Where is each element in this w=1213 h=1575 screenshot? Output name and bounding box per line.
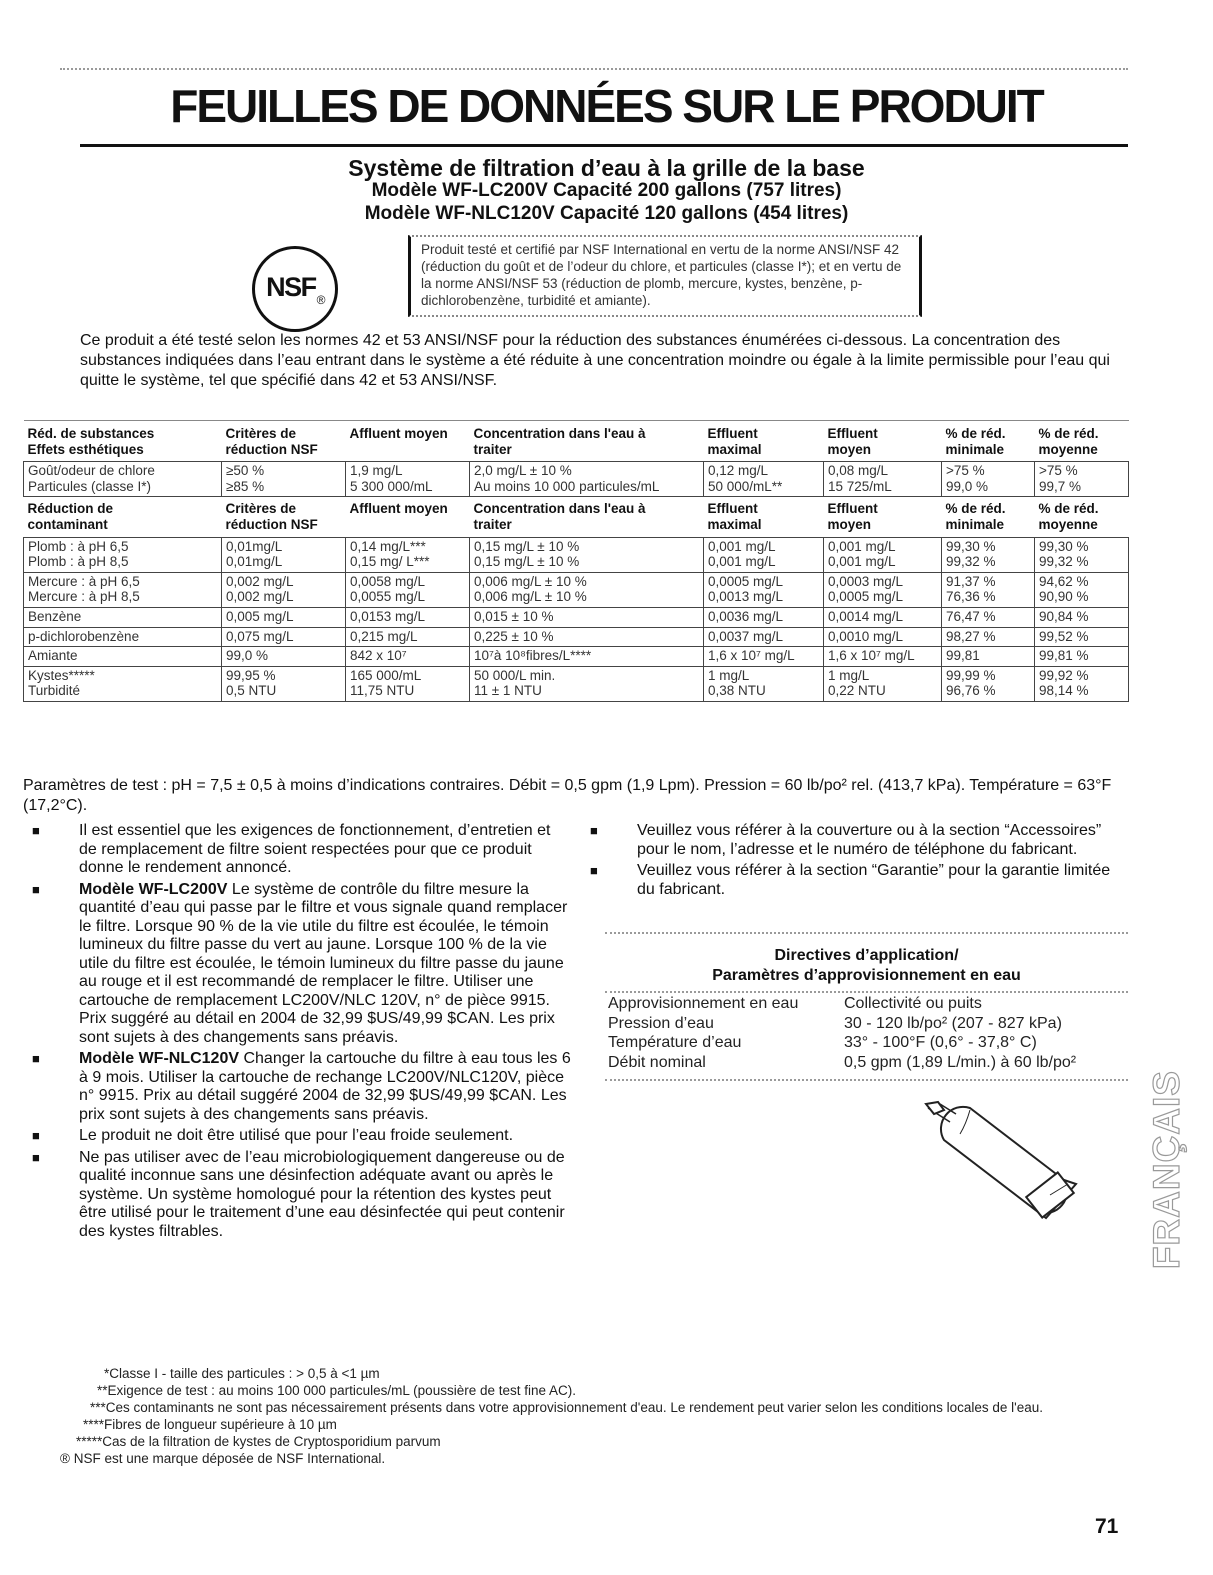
table-cell: p-dichlorobenzène (24, 627, 222, 647)
directives-row (605, 1014, 1128, 1034)
table-cell: 0,14 mg/L*** 0,15 mg/ L*** (346, 537, 470, 572)
table-cell: Affluent moyen (346, 421, 470, 462)
table-cell: 0,0036 mg/L (704, 607, 824, 627)
table-cell: 0,002 mg/L 0,002 mg/L (222, 572, 346, 607)
table-cell: >75 % 99,7 % (1035, 462, 1129, 497)
table-cell: ≥50 % ≥85 % (222, 462, 346, 497)
test-parameters: Paramètres de test : pH = 7,5 ± 0,5 à moins d’indications contraires. Débit = 0,5 gpm (1,9 Lpm). Pression = 60 lb/po² rel. (413,7 kPa). Température = 63°F (17,2°C). (23, 777, 1112, 814)
nsf-certification-box: Produit testé et certifié par NSF International en vertu de la norme ANSI/NSF 42 (réduction du goût et de l’odeur du chlore, et particules (classe I*); et en vertu de la norme ANSI/NSF 53 (réduction de plomb, mercure, kystes, benzène, p-dichlorobenzène, turbidité et amiante). (408, 235, 922, 317)
table-cell: Mercure : à pH 6,5 Mercure : à pH 8,5 (24, 572, 222, 607)
footnote: ® NSF est une marque déposée de NSF International. (60, 1451, 386, 1466)
table-cell: 10⁷à 10⁸fibres/L**** (470, 647, 704, 667)
table-cell: Réduction de contaminant (27, 501, 114, 532)
footnote: **Exigence de test : au moins 100 000 particules/mL (poussière de test fine AC). (97, 1383, 577, 1398)
title-rule (80, 144, 1128, 147)
table-cell: 90,84 % (1035, 607, 1129, 627)
table-cell: Effluent moyen (824, 421, 942, 462)
table-cell: 0,0037 mg/L (704, 627, 824, 647)
footnotes (48, 1365, 1128, 1467)
page-title: FEUILLES DE DONNÉES SUR LE PRODUIT (170, 80, 1043, 132)
bullet-item: ■ Veuillez vous référer à la couverture ou à la section “Accessoires” pour le nom, l’adresse et le numéro de téléphone du fabricant. (581, 822, 1128, 859)
table-cell: 0,0003 mg/L 0,0005 mg/L (824, 572, 942, 607)
table-header-row (24, 421, 1129, 462)
directives-row (605, 1033, 1128, 1053)
table-cell: Plomb : à pH 6,5 Plomb : à pH 8,5 (24, 537, 222, 572)
table-cell: 76,47 % (942, 607, 1035, 627)
directives-cell: Approvisionnement en eau (608, 995, 799, 1012)
table-cell: 99,81 (942, 647, 1035, 667)
table-cell: 0,0005 mg/L 0,0013 mg/L (704, 572, 824, 607)
table-cell: 0,006 mg/L ± 10 % 0,006 mg/L ± 10 % (470, 572, 704, 607)
table-cell: 98,27 % (942, 627, 1035, 647)
intro-paragraph: Ce produit a été testé selon les normes 42 et 53 ANSI/NSF pour la réduction des substances énumérées ci-dessous. La concentration des substances indiquées dans l’eau entrant dans le système a été réduite à une concentration moindre ou égale à la limite permissible pour l’eau qui quitte le système, tel que spécifié dans 42 et 53 ANSI/NSF. (80, 332, 1110, 389)
table-cell: 0,12 mg/L 50 000/mL** (704, 462, 824, 497)
directives-cell: Pression d’eau (608, 1014, 714, 1032)
table-cell: Effluent maximal (704, 421, 824, 462)
table-cell: Effluent moyen (827, 501, 878, 532)
table-cell: 1,6 x 10⁷ mg/L (704, 647, 824, 667)
right-bullet-list (581, 822, 1128, 902)
table-cell: 0,001 mg/L 0,001 mg/L (704, 537, 824, 572)
table-row (24, 607, 1129, 627)
footnote: ***Ces contaminants ne sont pas nécessairement présents dans votre approvisionnement d'eau. Le rendement peut varier selon les conditions locales de l'eau. (90, 1400, 1043, 1415)
table-cell: Affluent moyen (349, 501, 448, 517)
table-row (24, 572, 1129, 607)
table-cell: 0,0010 mg/L (824, 627, 942, 647)
table-cell: 0,075 mg/L (222, 627, 346, 647)
table-cell: 99,81 % (1035, 647, 1129, 667)
table-cell: 99,0 % (222, 647, 346, 667)
section-subtitle: Système de filtration d’eau à la grille de la base (348, 155, 865, 181)
nsf-logo-text: NSF® (266, 271, 324, 307)
table-cell: 99,95 % 0,5 NTU (222, 666, 346, 701)
table-cell: >75 % 99,0 % (942, 462, 1035, 497)
table-cell: 0,215 mg/L (346, 627, 470, 647)
table-row (24, 647, 1129, 667)
table-cell: 0,01mg/L 0,01mg/L (222, 537, 346, 572)
table-cell: 91,37 % 76,36 % (942, 572, 1035, 607)
table-cell: 0,0014 mg/L (824, 607, 942, 627)
table-cell: % de réd. minimale (942, 421, 1035, 462)
left-bullet-list (23, 822, 571, 1244)
page-number: 71 (1095, 1515, 1119, 1538)
bullet-item: ■ Il est essentiel que les exigences de fonctionnement, d’entretien et de remplacement de filtre soient respectées pour que ce produit donne le rendement annoncé. (23, 822, 571, 878)
directives-subtitle: Paramètres d’approvisionnement en eau (712, 967, 1021, 984)
table-cell: 99,92 % 98,14 % (1035, 666, 1129, 701)
table-cell: 0,225 ± 10 % (470, 627, 704, 647)
directives-row (605, 994, 1128, 1014)
directives-header-rule (605, 991, 1128, 993)
table-cell: Critères de réduction NSF (222, 421, 346, 462)
filter-cartridge-illustration (900, 1100, 1090, 1240)
table-cell: Concentration dans l'eau à traiter (473, 501, 646, 532)
table-cell: 0,005 mg/L (222, 607, 346, 627)
top-dotted-rule (60, 68, 1128, 70)
directives-cell: 33° - 100°F (0,6° - 37,8° C) (844, 1034, 1037, 1051)
table-cell: 94,62 % 90,90 % (1035, 572, 1129, 607)
table-cell: 0,001 mg/L 0,001 mg/L (824, 537, 942, 572)
table-cell: 50 000/L min. 11 ± 1 NTU (470, 666, 704, 701)
table-cell: 1 mg/L 0,38 NTU (704, 666, 824, 701)
table-cell: Concentration dans l'eau à traiter (470, 421, 704, 462)
bullet-item: ■ Modèle WF-LC200V Le système de contrôle du filtre mesure la quantité d’eau qui passe par le filtre et vous signale quand remplacer le filtre. Lorsque 90 % de la vie utile du filtre est écoulée, le témoin lumineux du filtre passe du vert au jaune. Lorsque 100 % de la vie utile du filtre est écoulée, le témoin lumineux du filtre passe du jaune au rouge et il est recommandé de remplacer le filtre. Utiliser une cartouche de remplacement LC200V/NLC 120V, n° de pièce 9915. Prix suggéré au détail en 2004 de 32,99 $US/49,99 $CAN. Les prix sont sujets à des changements sans préavis. (23, 881, 571, 1048)
directives-cell: Débit nominal (608, 1053, 706, 1071)
directives-cell: Collectivité ou puits (844, 995, 982, 1012)
performance-data-table (23, 420, 1129, 702)
directives-cell: 0,5 gpm (1,89 L/min.) à 60 lb/po² (844, 1053, 1077, 1071)
table-cell: % de réd. moyenne (1035, 421, 1129, 462)
table-row (24, 462, 1129, 497)
footnote: *****Cas de la filtration de kystes de Cryptosporidium parvum (76, 1434, 441, 1449)
table-cell: 99,30 % 99,32 % (1035, 537, 1129, 572)
table-cell: 1 mg/L 0,22 NTU (824, 666, 942, 701)
table-cell: Amiante (24, 647, 222, 667)
table-row (24, 537, 1129, 572)
table-cell: Réd. de substances Effets esthétiques (24, 421, 222, 462)
table-cell: 1,9 mg/L 5 300 000/mL (346, 462, 470, 497)
directives-title: Directives d’application/ (774, 947, 959, 964)
table-cell: 99,52 % (1035, 627, 1129, 647)
nsf-logo (252, 246, 338, 332)
table-cell: Kystes***** Turbidité (24, 666, 222, 701)
table-cell: 165 000/mL 11,75 NTU (346, 666, 470, 701)
bullet-item: ■ Le produit ne doit être utilisé que pour l’eau froide seulement. (23, 1127, 571, 1146)
table-cell: Benzène (24, 607, 222, 627)
directives-row (605, 1053, 1128, 1073)
table-row (24, 627, 1129, 647)
table-cell: 0,0058 mg/L 0,0055 mg/L (346, 572, 470, 607)
table-cell: 2,0 mg/L ± 10 % Au moins 10 000 particules/mL (470, 462, 704, 497)
bullet-item: ■ Modèle WF-NLC120V Changer la cartouche du filtre à eau tous les 6 à 9 mois. Utiliser la cartouche de rechange LC200V/NLC120V, pièce n° 9915. Prix au détail suggéré 2004 de 32,99 $US/49,99 $CAN. Les prix sont sujets à des changements sans préavis. (23, 1050, 571, 1124)
directives-cell: Température d’eau (608, 1034, 742, 1051)
table-header-row (24, 497, 1129, 537)
table-cell: 99,99 % 96,76 % (942, 666, 1035, 701)
table-cell: Critères de réduction NSF (225, 501, 318, 532)
footnote: *Classe I - taille des particules : > 0,5 à <1 µm (104, 1366, 380, 1381)
bullet-item: ■ Veuillez vous référer à la section “Garantie” pour la garantie limitée du fabricant. (581, 862, 1128, 899)
directives-bottom-rule (605, 1079, 1128, 1081)
bullet-item: ■ Ne pas utiliser avec de l’eau microbiologiquement dangereuse ou de qualité inconnue sans une désinfection adéquate avant ou après le système. Un système homologué pour la rétention des kystes peut être utilisé pour le traitement d’une eau désinfectée qui peut contenir des kystes filtrables. (23, 1149, 571, 1242)
table-cell: 842 x 10⁷ (346, 647, 470, 667)
table-cell: Goût/odeur de chlore Particules (classe I*) (24, 462, 222, 497)
directives-cell: 30 - 120 lb/po² (207 - 827 kPa) (844, 1014, 1062, 1032)
table-row (24, 666, 1129, 701)
table-cell: 0,015 ± 10 % (470, 607, 704, 627)
footnote: ****Fibres de longueur supérieure à 10 µm (83, 1417, 337, 1432)
table-cell: 99,30 % 99,32 % (942, 537, 1035, 572)
table-cell: % de réd. minimale (945, 501, 1006, 532)
table-cell: 0,08 mg/L 15 725/mL (824, 462, 942, 497)
model-2-capacity: Modèle WF-NLC120V Capacité 120 gallons (454 litres) (364, 203, 849, 224)
directives-table (605, 994, 1128, 1072)
table-cell: 0,15 mg/L ± 10 % 0,15 mg/L ± 10 % (470, 537, 704, 572)
table-cell: % de réd. moyenne (1038, 501, 1099, 532)
language-side-tab: FRANÇAIS (1146, 1070, 1187, 1270)
model-1-capacity: Modèle WF-LC200V Capacité 200 gallons (757 litres) (371, 180, 842, 201)
directives-top-rule (605, 932, 1128, 934)
table-cell: 0,0153 mg/L (346, 607, 470, 627)
table-cell: 1,6 x 10⁷ mg/L (824, 647, 942, 667)
table-cell: Effluent maximal (707, 501, 762, 532)
